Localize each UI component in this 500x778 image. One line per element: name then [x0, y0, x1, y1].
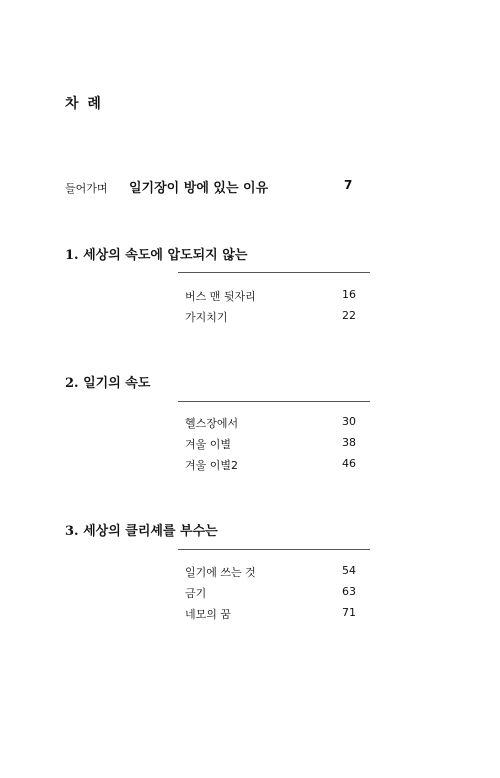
entry-title: 네모의 꿈 — [185, 608, 232, 621]
entry-title: 겨울 이별 — [185, 438, 232, 451]
entry-page-number: 46 — [342, 457, 356, 470]
entry-title: 가지치기 — [185, 311, 228, 324]
section-divider — [178, 549, 370, 550]
entry-page-number: 54 — [342, 564, 356, 577]
entry-title: 헬스장에서 — [185, 417, 239, 430]
intro-title: 일기장이 방에 있는 이유 — [129, 181, 269, 196]
entry-page-number: 16 — [342, 288, 356, 301]
entry-page-number: 30 — [342, 415, 356, 428]
entry-page-number: 22 — [342, 309, 356, 322]
entry-page-number: 38 — [342, 436, 356, 449]
toc-title: 차 례 — [65, 96, 103, 112]
entry-title: 금기 — [185, 587, 207, 600]
entry-page-number: 71 — [342, 606, 356, 619]
section-divider — [178, 272, 370, 273]
entry-title: 겨울 이별2 — [185, 459, 238, 472]
entry-page-number: 63 — [342, 585, 356, 598]
section-heading: 3. 세상의 클리셰를 부수는 — [65, 524, 218, 539]
intro-page-number: 7 — [344, 178, 353, 192]
entry-title: 일기에 쓰는 것 — [185, 566, 256, 579]
intro-prefix: 들어가며 — [65, 182, 108, 195]
section-heading: 1. 세상의 속도에 압도되지 않는 — [65, 248, 248, 263]
section-heading: 2. 일기의 속도 — [65, 376, 151, 391]
entry-title: 버스 맨 뒷자리 — [185, 290, 256, 303]
section-divider — [178, 401, 370, 402]
